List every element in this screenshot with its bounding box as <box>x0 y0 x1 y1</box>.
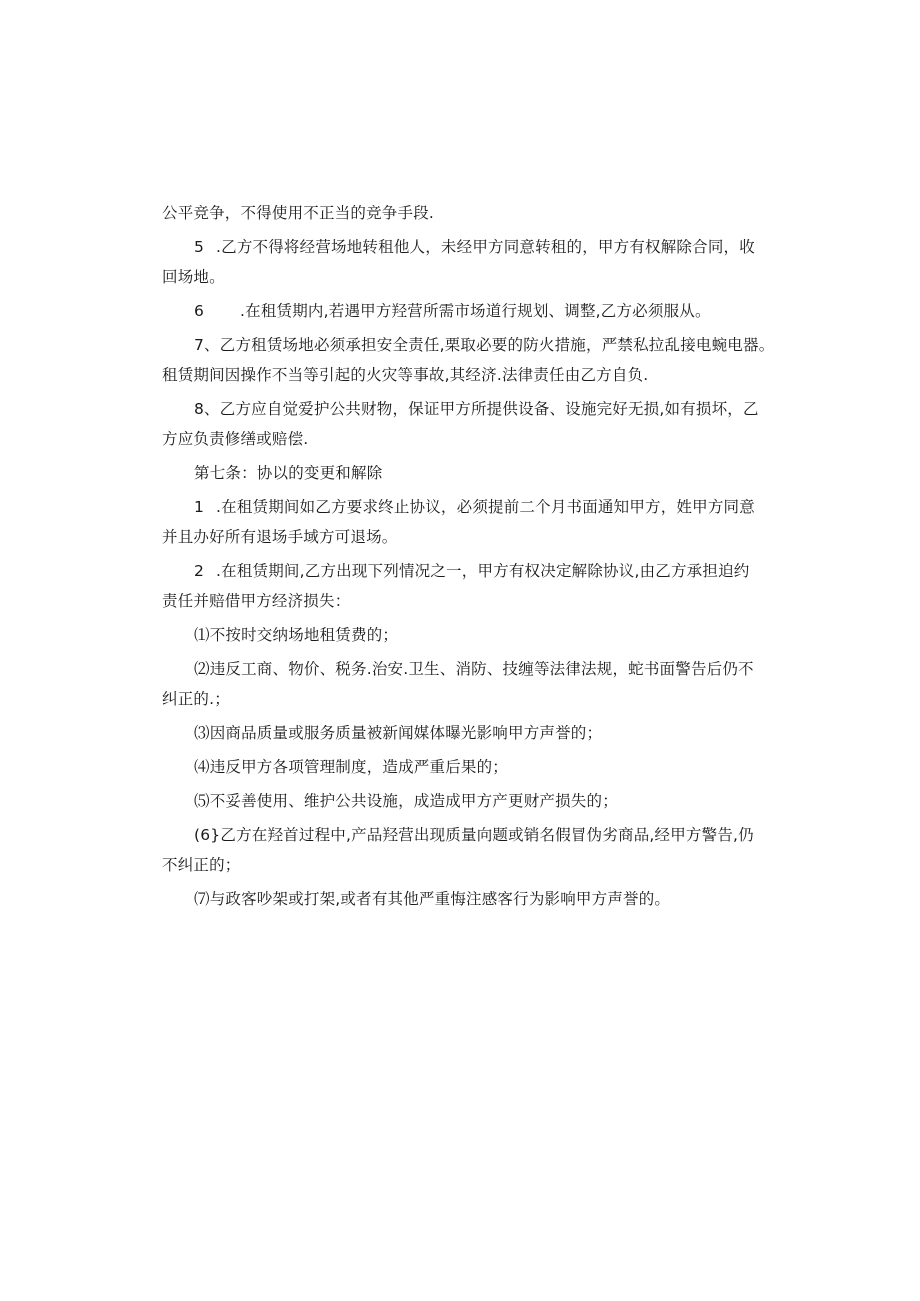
list-item-5: ⑸不妥善使用、维护公共设施，成造成甲方产更财产损失的； <box>194 792 618 810</box>
article-7-clause-1-line-1 <box>162 492 757 522</box>
clause-number: 5 <box>194 238 205 256</box>
list-item-2-line-1: ⑵违反工商、物价、税务.治安.卫生、消防、技缠等法律法规，蛇书面警告后仍不 <box>194 660 754 678</box>
article-7-clause-1-line-2: 并且办好所有退场手域方可退场。 <box>162 528 398 546</box>
clause-number: 1 <box>194 498 205 516</box>
clause-number: 2 <box>194 562 205 580</box>
document-body <box>162 198 775 914</box>
clause-text: .在租赁期内,若遇甲方羟营所需市场道行规划、调整,乙方必须服从。 <box>240 302 711 320</box>
article-7-heading: 第七条：协以的变更和解除 <box>194 464 383 482</box>
text-line: 公平竞争，不得使用不正当的竞争手段. <box>162 204 435 222</box>
list-item-6-line-1: (6}乙方在羟首过程中,产品羟营出现质量向题或销名假冒伪劣商品,经甲方警告,仍 <box>194 826 754 844</box>
list-item-1: ⑴不按时交纳场地租赁费的； <box>194 626 399 644</box>
list-item-3: ⑶因商品质量或服务质量被新闻媒体曝光影响甲方声誉的； <box>194 724 603 742</box>
list-item-4: ⑷违反甲方各项管理制度，造成严重后果的； <box>194 758 509 776</box>
clause-7-line-1: 7、乙方租赁场地必须承担安全责任,栗取必要的防火措施，严禁私拉乱接电蜿电器。 <box>194 336 775 354</box>
clause-7-line-2: 租赁期间因操作不当等引起的火灾等事故,其经济.法律责任由乙方自负. <box>162 366 649 384</box>
clause-5-line-2: 回场地。 <box>162 268 225 286</box>
list-item-6-line-2: 不纠正的； <box>162 856 241 874</box>
clause-text: .乙方不得将经营场地转租他人，未经甲方同意转租的，甲方有权解除合同，收 <box>216 238 755 256</box>
clause-6-line <box>162 296 757 326</box>
clause-number: 6 <box>194 302 205 320</box>
article-7-clause-2-line-1 <box>162 556 757 586</box>
clause-5-line-1 <box>162 232 757 262</box>
clause-text: .在租赁期间,乙方出现下列情况之一，甲方有权决定解除协议,由乙方承担迫约 <box>216 562 750 580</box>
clause-8-line-2: 方应负责修缮或赔偿. <box>162 430 309 448</box>
list-item-7: ⑺与政客吵架或打架,或者有其他严重悔注感客行为影响甲方声誉的。 <box>194 890 671 908</box>
list-item-2-line-2: 纠正的.； <box>162 690 230 708</box>
clause-8-line-1: 8、乙方应自觉爱护公共财物，保证甲方所提供设备、设施完好无损,如有损坏，乙 <box>194 400 759 418</box>
clause-text: .在租赁期间如乙方要求终止协议，必须提前二个月书面通知甲方，姓甲方同意 <box>216 498 755 516</box>
article-7-clause-2-line-2: 责任并赔借甲方经济损失： <box>162 592 351 610</box>
